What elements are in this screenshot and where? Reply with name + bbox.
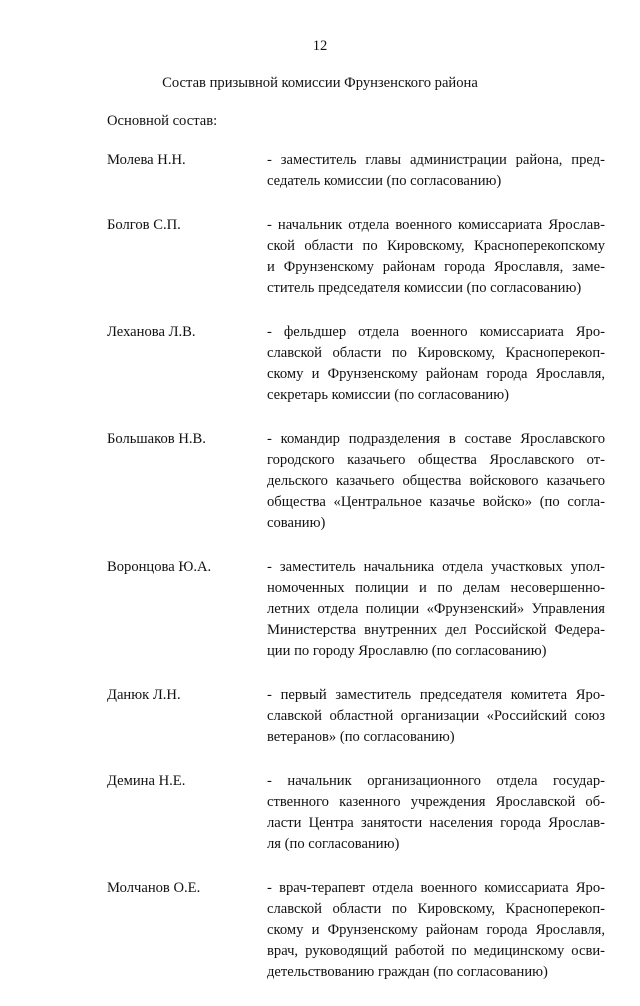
member-role-line: - фельдшер отдела военного комиссариата Яро- bbox=[267, 324, 605, 340]
member-role-line: седатель комиссии (по согласованию) bbox=[267, 173, 502, 189]
member-role-line: Министерства внутренних дел Российской Федера- bbox=[267, 622, 605, 638]
member-row bbox=[107, 429, 605, 534]
member-role bbox=[267, 215, 605, 299]
member-role-line: - первый заместитель председателя комитета Яро- bbox=[267, 687, 605, 703]
member-row bbox=[107, 557, 605, 662]
member-role bbox=[267, 150, 605, 192]
member-role-line: ственного казенного учреждения Ярославской об- bbox=[267, 794, 605, 810]
member-role-line: - начальник отдела военного комиссариата Ярослав- bbox=[267, 217, 605, 233]
member-role-line: скому и Фрунзенскому районам города Ярославля, bbox=[267, 922, 605, 938]
section-label: Основной состав: bbox=[107, 113, 218, 129]
member-role-line: славской областной организации «Российский союз bbox=[267, 708, 605, 724]
member-row bbox=[107, 150, 605, 192]
member-name: Леханова Л.В. bbox=[107, 324, 196, 340]
member-row bbox=[107, 771, 605, 855]
member-role-line: ской области по Кировскому, Красноперекопскому bbox=[267, 238, 605, 254]
member-role-line: ласти Центра занятости населения города Ярослав- bbox=[267, 815, 605, 831]
member-name: Большаков Н.В. bbox=[107, 431, 206, 447]
member-role-line: секретарь комиссии (по согласованию) bbox=[267, 387, 509, 403]
member-role-line: - врач-терапевт отдела военного комиссариата Яро- bbox=[267, 880, 605, 896]
member-role-line: ции по городу Ярославлю (по согласованию) bbox=[267, 643, 547, 659]
page-number: 12 bbox=[312, 38, 328, 54]
member-role-line: - заместитель главы администрации района, пред- bbox=[267, 152, 605, 168]
member-role-line: врач, руководящий работой по медицинскому осви- bbox=[267, 943, 605, 959]
members-list bbox=[107, 150, 605, 1006]
member-role-line: детельствованию граждан (по согласованию) bbox=[267, 964, 548, 980]
member-name: Данюк Л.Н. bbox=[107, 687, 181, 703]
member-role bbox=[267, 685, 605, 748]
member-role-line: номоченных полиции и по делам несовершенно- bbox=[267, 580, 605, 596]
member-role-line: городского казачьего общества Ярославского от- bbox=[267, 452, 605, 468]
document-title: Состав призывной комиссии Фрунзенского района bbox=[162, 75, 478, 91]
member-role bbox=[267, 429, 605, 534]
member-row bbox=[107, 215, 605, 299]
member-name: Воронцова Ю.А. bbox=[107, 559, 212, 575]
member-row bbox=[107, 322, 605, 406]
member-name: Молева Н.Н. bbox=[107, 152, 186, 168]
member-role-line: летних отдела полиции «Фрунзенский» Управления bbox=[267, 601, 605, 617]
member-row bbox=[107, 878, 605, 983]
member-role-line: - заместитель начальника отдела участковых упол- bbox=[267, 559, 605, 575]
member-role bbox=[267, 771, 605, 855]
member-role-line: ститель председателя комиссии (по согласованию) bbox=[267, 280, 582, 296]
member-role bbox=[267, 557, 605, 662]
member-role-line: ля (по согласованию) bbox=[267, 836, 400, 852]
member-role-line: славской области по Кировскому, Красноперекоп- bbox=[267, 345, 605, 361]
member-role-line: скому и Фрунзенскому районам города Ярославля, bbox=[267, 366, 605, 382]
member-role-line: общества «Центральное казачье войско» (по согла- bbox=[267, 494, 605, 510]
member-name: Молчанов О.Е. bbox=[107, 880, 201, 896]
member-role-line: сованию) bbox=[267, 515, 326, 531]
member-role bbox=[267, 322, 605, 406]
member-name: Демина Н.Е. bbox=[107, 773, 186, 789]
member-role-line: и Фрунзенскому районам города Ярославля, заме- bbox=[267, 259, 605, 275]
member-role-line: - командир подразделения в составе Ярославского bbox=[267, 431, 605, 447]
member-role-line: славской области по Кировскому, Красноперекоп- bbox=[267, 901, 605, 917]
member-role-line: - начальник организационного отдела государ- bbox=[267, 773, 605, 789]
member-name: Болгов С.П. bbox=[107, 217, 181, 233]
member-role-line: дельского казачьего общества войскового казачьего bbox=[267, 473, 605, 489]
member-row bbox=[107, 685, 605, 748]
member-role-line: ветеранов» (по согласованию) bbox=[267, 729, 455, 745]
member-role bbox=[267, 878, 605, 983]
